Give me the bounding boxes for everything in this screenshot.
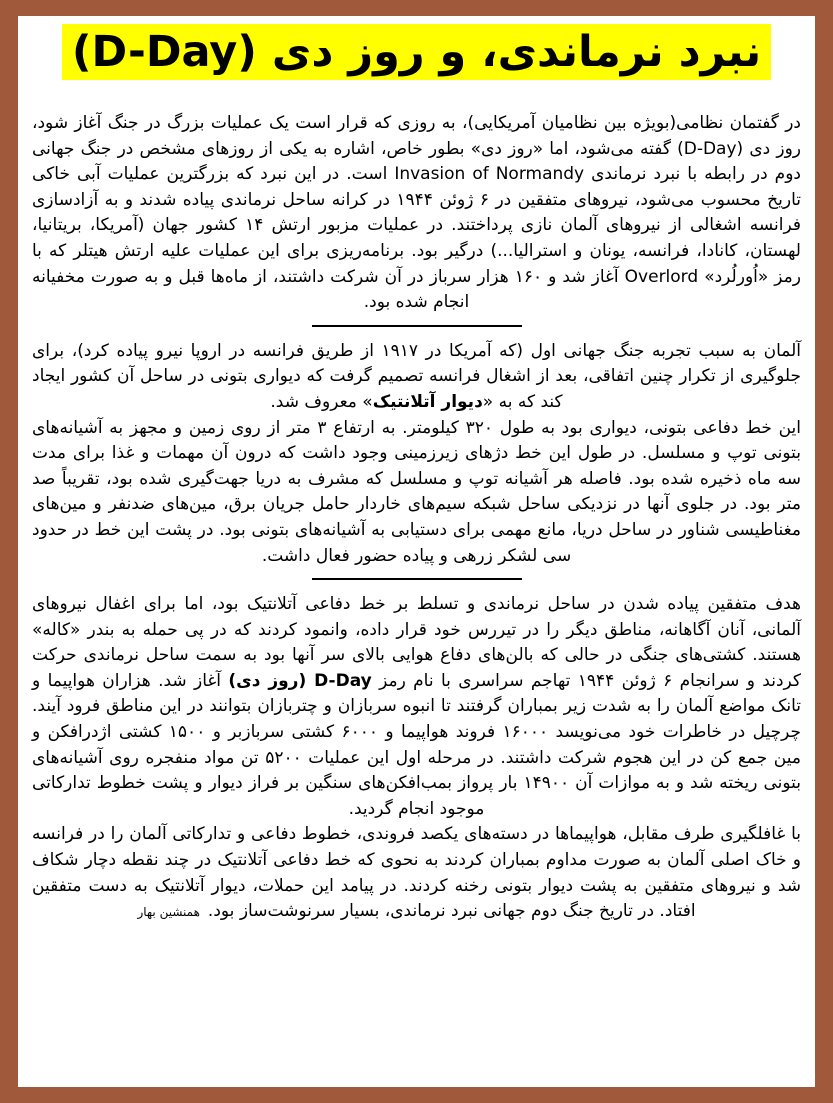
article-body (32, 111, 801, 926)
paragraph-wall-description (32, 416, 801, 570)
paragraph-conclusion-text: با غافلگیری طرف مقابل، هواپیماها در دسته‌های یکصد فروندی، خطوط دفاعی و تدارکاتی آلمان را در فرانسه و خاک اصلی آلمان به صورت مداوم بمباران کردند به نحوی که خط دفاعی آتلانتیک در چند نقطه دچار شکاف شد و نیروهای متفقین به پشت دیوار بتونی رخنه کردند. در پیامد این حملات، دیوار آتلانتیک به دست متفقین افتاد. در تاریخ جنگ دوم جهانی نبرد نرماندی، بسیار سرنوشت‌ساز بود. (32, 824, 801, 922)
paragraph-invasion-text-a: هدف متفقین پیاده شدن در ساحل نرماندی و تسلط بر خط دفاعی آتلانتیک بود، اما برای اغفال نیروهای آلمانی، آنان آگاهانه، مناطق دیگر را در تیررس خود قرار داده، وانمود کردند که در پی حمله به بندر «کاله» هستند. کشتی‌های جنگی در حالی که بالن‌های دفاع هوایی بالای سر آنها بود به سمت ساحل نرماندی حرکت کردند و سرانجام ۶ ژوئن ۱۹۴۴ تهاجم سراسری با نام رمز (32, 594, 801, 691)
paragraph-atlantic-wall-text-a: آلمان به سبب تجربه جنگ جهانی اول (که آمریکا در ۱۹۱۷ از طریق فرانسه در اروپا نیرو پیاده کرد)، برای جلوگیری از تکرار چنین اتفاقی، بعد از اشغال فرانسه تصمیم گرفت که دیواری بتونی در ساحل آن کشور ایجاد کند که به « (32, 340, 802, 412)
title-banner (28, 24, 805, 80)
paragraph-atlantic-wall (32, 339, 801, 416)
document-page (18, 16, 815, 1087)
paragraph-conclusion (32, 822, 801, 925)
paragraph-atlantic-wall-text-b: » معروف شد. (270, 391, 373, 412)
paragraph-intro-text: در گفتمان نظامی(بویژه بین نظامیان آمریکایی)، به روزی که قرار است یک عملیات بزرگ در جنگ آغاز شود، روز دی (D-Day) گفته می‌شود، اما «روز دی» بطور خاص، اشاره به یکی از روزهای مشخص در جنگ جهانی دوم در رابطه با نبرد نرماندی Invasion of Normandy است. در این نبرد که بزرگترین عملیات آبی خاکی تاریخ محسوب می‌شود، نیروهای متفقین در ۶ ژوئن ۱۹۴۴ در کرانه ساحل نرماندی پیاده شدند و به آزادسازی فرانسه اشغالی از نیروهای آلمان نازی پرداختند. در عملیات مزبور ارتش ۱۴ کشور جهان (آمریکا، بریتانیا، لهستان، کانادا، فرانسه، یونان و استرالیا...) درگیر بود. برنامه‌ریزی برای این عملیات علیه ارتش هیتلر که با رمز «اُورلُرد» Overlord آغاز شد و ۱۶۰ هزار سرباز در آن شرکت داشتند، از ماه‌ها قبل و به صورت مخفیانه انجام شده بود. (32, 113, 802, 313)
author-signature: همنشین بهار (137, 905, 200, 920)
paragraph-wall-description-text: این خط دفاعی بتونی، دیواری بود به طول ۳۲۰ کیلومتر. به ارتفاع ۳ متر از روی زمین و مجهز به آشیانه‌های بتونی توپ و مسلسل. در طول این خط دژهای زیرزمینی وجود داشت که درون آن مهمات و غذا برای مدت سه ماه ذخیره شده بود. فاصله هر آشیانه توپ و مسلسل که مشرف به دریا جهت‌گیری شده بود، تقریباً صد متر بود. در جلوی آنها در نزدیکی ساحل شبکه سیم‌های خاردار حامل جریان برق، مین‌های ضدنفر و مین‌های مغناطیسی شناور در ساحل دریا، مانع مهمی برای دستیابی به آشیانه‌های بتونی بود. در پشت این خط در حدود سی لشکر زرهی و پیاده حضور فعال داشت. (32, 417, 801, 566)
section-divider (312, 325, 522, 327)
d-day-bold: D-Day (روز دی) (228, 670, 372, 691)
paragraph-invasion-text-b: آغاز شد. هزاران هواپیما و تانک مواضع آلمان را به شدت زیر بمباران گرفتند تا انبوه سربازان و چتربازان بتوانند در این مناطق فرود آیند. چرچیل در خاطرات خود می‌نویسد ۱۶۰۰۰ فروند هواپیما و ۶۰۰۰ کشتی سربازبر و ۱۵۰۰ کشتی اژدرافکن و مین جمع کن در این هجوم شرکت داشتند. در مرحله اول این عملیات ۵۲۰۰ تن مواد منفجره روی آشیانه‌های بتونی ریخته شد و به موازات آن ۱۴۹۰۰ بار پرواز بمب‌افکن‌های سنگین بر فراز دیوار و پشت خطوط تدارکاتی موجود انجام گردید. (32, 670, 801, 819)
paragraph-invasion (32, 592, 801, 822)
atlantic-wall-bold: دیوار آتلانتیک (372, 391, 483, 412)
section-divider (312, 578, 522, 580)
paragraph-intro (32, 111, 801, 316)
page-title: نبرد نرماندی، و روز دی (D-Day) (62, 24, 771, 80)
